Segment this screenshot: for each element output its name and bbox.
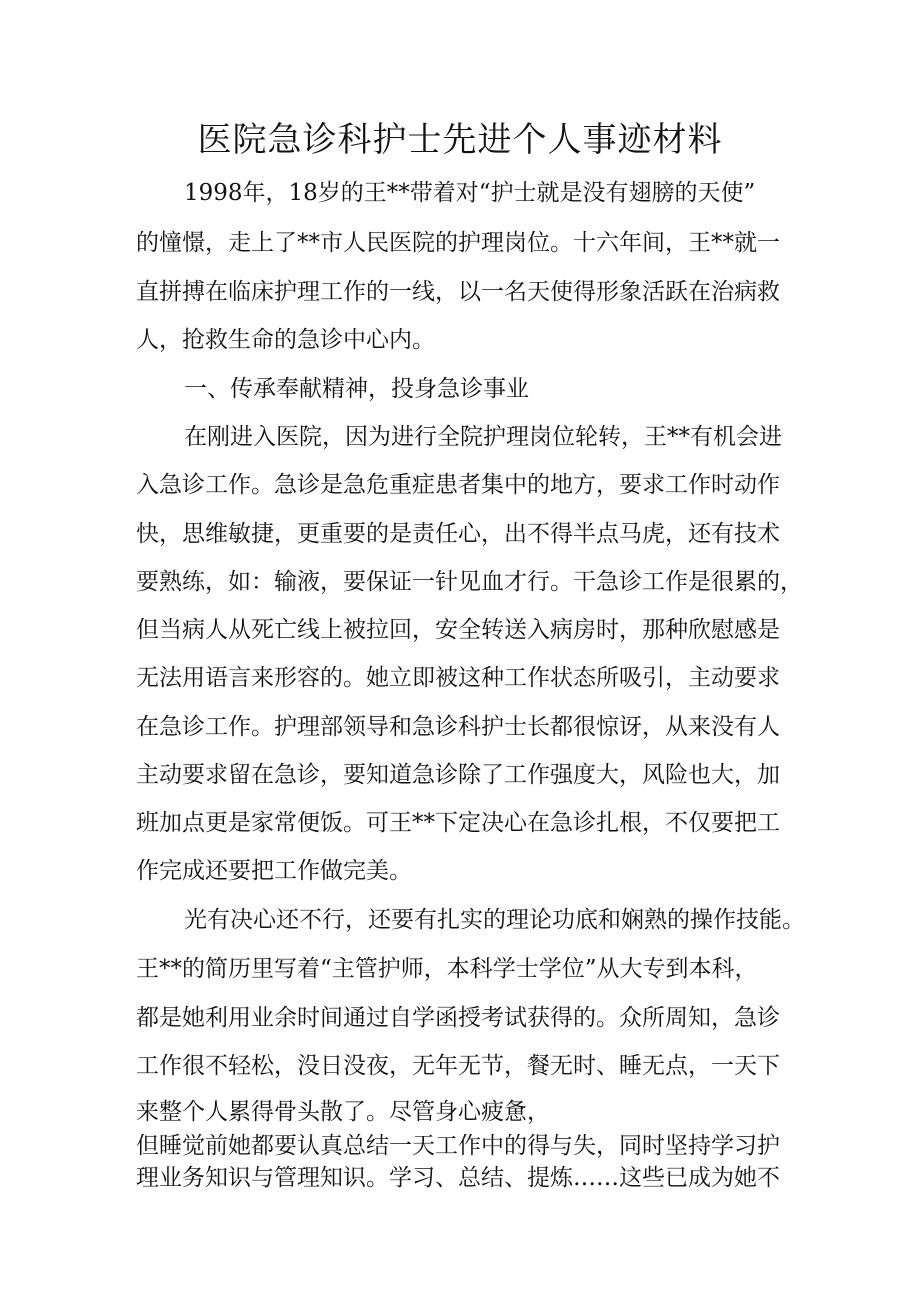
paragraph-line: 工作很不轻松，没日没夜，无年无节，餐无时、睡无点，一天下 — [136, 1053, 780, 1079]
paragraph-line: 入急诊工作。急诊是急危重症患者集中的地方，要求工作时动作 — [136, 472, 780, 498]
document-title: 医院急诊科护士先进个人事迹材料 — [197, 120, 723, 160]
paragraph-line: 理业务知识与管理知识。学习、总结、提炼……这些已成为她不 — [136, 1165, 780, 1191]
paragraph-line: 无法用语言来形容的。她立即被这种工作状态所吸引，主动要求 — [136, 665, 780, 691]
paragraph-line: 的憧憬，走上了**市人民医院的护理岗位。十六年间，王**就一 — [136, 230, 780, 256]
paragraph-line: 在刚进入医院，因为进行全院护理岗位轮转，王**有机会进 — [184, 424, 782, 450]
paragraph-line: 要熟练，如：输液，要保证一针见血才行。干急诊工作是很累的， — [136, 569, 803, 595]
paragraph-line: 主动要求留在急诊，要知道急诊除了工作强度大，风险也大，加 — [136, 762, 780, 788]
paragraph-line: 快，思维敏捷，更重要的是责任心，出不得半点马虎，还有技术 — [136, 521, 780, 547]
section-heading: 一、传承奉献精神，投身急诊事业 — [184, 376, 529, 402]
paragraph-line: 光有决心还不行，还要有扎实的理论功底和娴熟的操作技能。 — [184, 907, 805, 933]
paragraph-line: 人，抢救生命的急诊中心内。 — [136, 327, 435, 353]
paragraph-line: 但当病人从死亡线上被拉回，安全转送入病房时，那种欣慰感是 — [136, 617, 780, 643]
paragraph-line: 班加点更是家常便饭。可王**下定决心在急诊扎根，不仅要把工 — [136, 810, 780, 836]
paragraph-line: 来整个人累得骨头散了。尽管身心疲惫， — [136, 1099, 550, 1125]
paragraph-line: 作完成还要把工作做完美。 — [136, 858, 412, 884]
paragraph-line: 在急诊工作。护理部领导和急诊科护士长都很惊讶，从来没有人 — [136, 714, 780, 740]
paragraph-line: 直拼搏在临床护理工作的一线，以一名天使得形象活跃在治病救 — [136, 279, 780, 305]
paragraph-line: 都是她利用业余时间通过自学函授考试获得的。众所周知，急诊 — [136, 1005, 780, 1031]
paragraph-line: 但睡觉前她都要认真总结一天工作中的得与失，同时坚持学习护 — [136, 1133, 780, 1159]
paragraph-line: 王**的简历里写着“主管护师，本科学士学位”从大专到本科， — [136, 956, 758, 982]
paragraph-line: 1998年，18岁的王**带着对“护士就是没有翅膀的天使” — [184, 180, 756, 206]
